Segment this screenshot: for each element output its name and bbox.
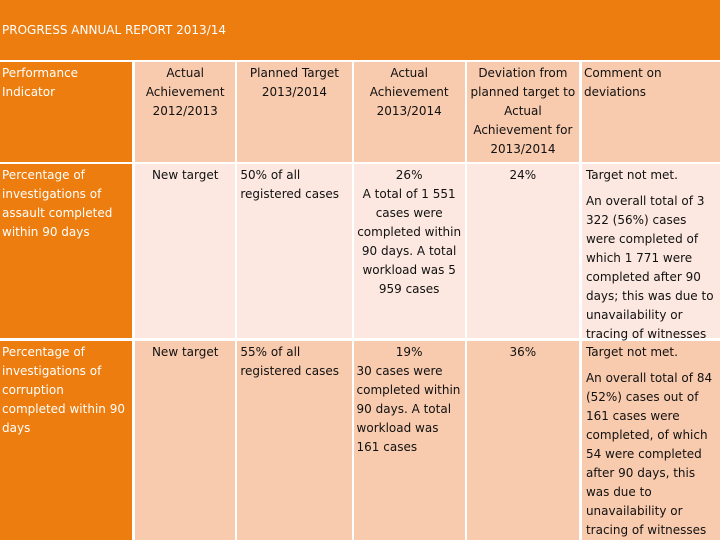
planned-cell: 55% of all registered cases	[237, 341, 351, 540]
header-actual-prev: Actual Achievement 2012/2013	[135, 62, 235, 162]
table-row	[0, 164, 720, 341]
title-bar	[0, 0, 720, 60]
comment-detail: An overall total of 3 322 (56%) cases were completed of which 1 771 were completed after 90 days; this was due to unavailability or tracing of witnesses	[585, 194, 714, 341]
comment-cell	[582, 164, 720, 341]
header-deviation: Deviation from planned target to Actual Achievement for 2013/2014	[467, 62, 579, 162]
header-comment: Comment on deviations	[582, 62, 720, 162]
comment-status: Target not met.	[585, 168, 678, 182]
deviation-cell: 36%	[467, 341, 579, 540]
table-row	[0, 341, 720, 540]
header-planned: Planned Target 2013/2014	[237, 62, 351, 162]
page-title: PROGRESS ANNUAL REPORT 2013/14	[2, 23, 227, 37]
actual-curr-cell	[354, 341, 465, 540]
header-row	[0, 62, 720, 162]
comment-status: Target not met.	[585, 345, 678, 359]
comment-detail: An overall total of 84 (52%) cases out of 161 cases were completed, of which 54 were completed after 90 days, this was due to unavailability or tracing of witnesses	[585, 371, 713, 537]
actual-percent: 26%	[395, 168, 423, 182]
actual-detail: 30 cases were completed within 90 days. A total workload was 161 cases	[356, 364, 461, 454]
actual-percent: 19%	[395, 345, 423, 359]
actual-prev-cell: New target	[135, 164, 235, 338]
deviation-cell: 24%	[467, 164, 579, 338]
header-indicator: Performance Indicator	[0, 62, 132, 162]
planned-cell: 50% of all registered cases	[237, 164, 351, 338]
actual-curr-cell	[354, 164, 465, 338]
indicator-cell: Percentage of investigations of assault completed within 90 days	[0, 164, 132, 338]
actual-detail: A total of 1 551 cases were completed within 90 days. A total workload was 5 959 cases	[357, 187, 462, 296]
comment-cell	[582, 341, 720, 540]
header-actual-curr: Actual Achievement 2013/2014	[354, 62, 465, 162]
indicator-cell: Percentage of investigations of corruption completed within 90 days	[0, 341, 132, 540]
actual-prev-cell: New target	[135, 341, 235, 540]
